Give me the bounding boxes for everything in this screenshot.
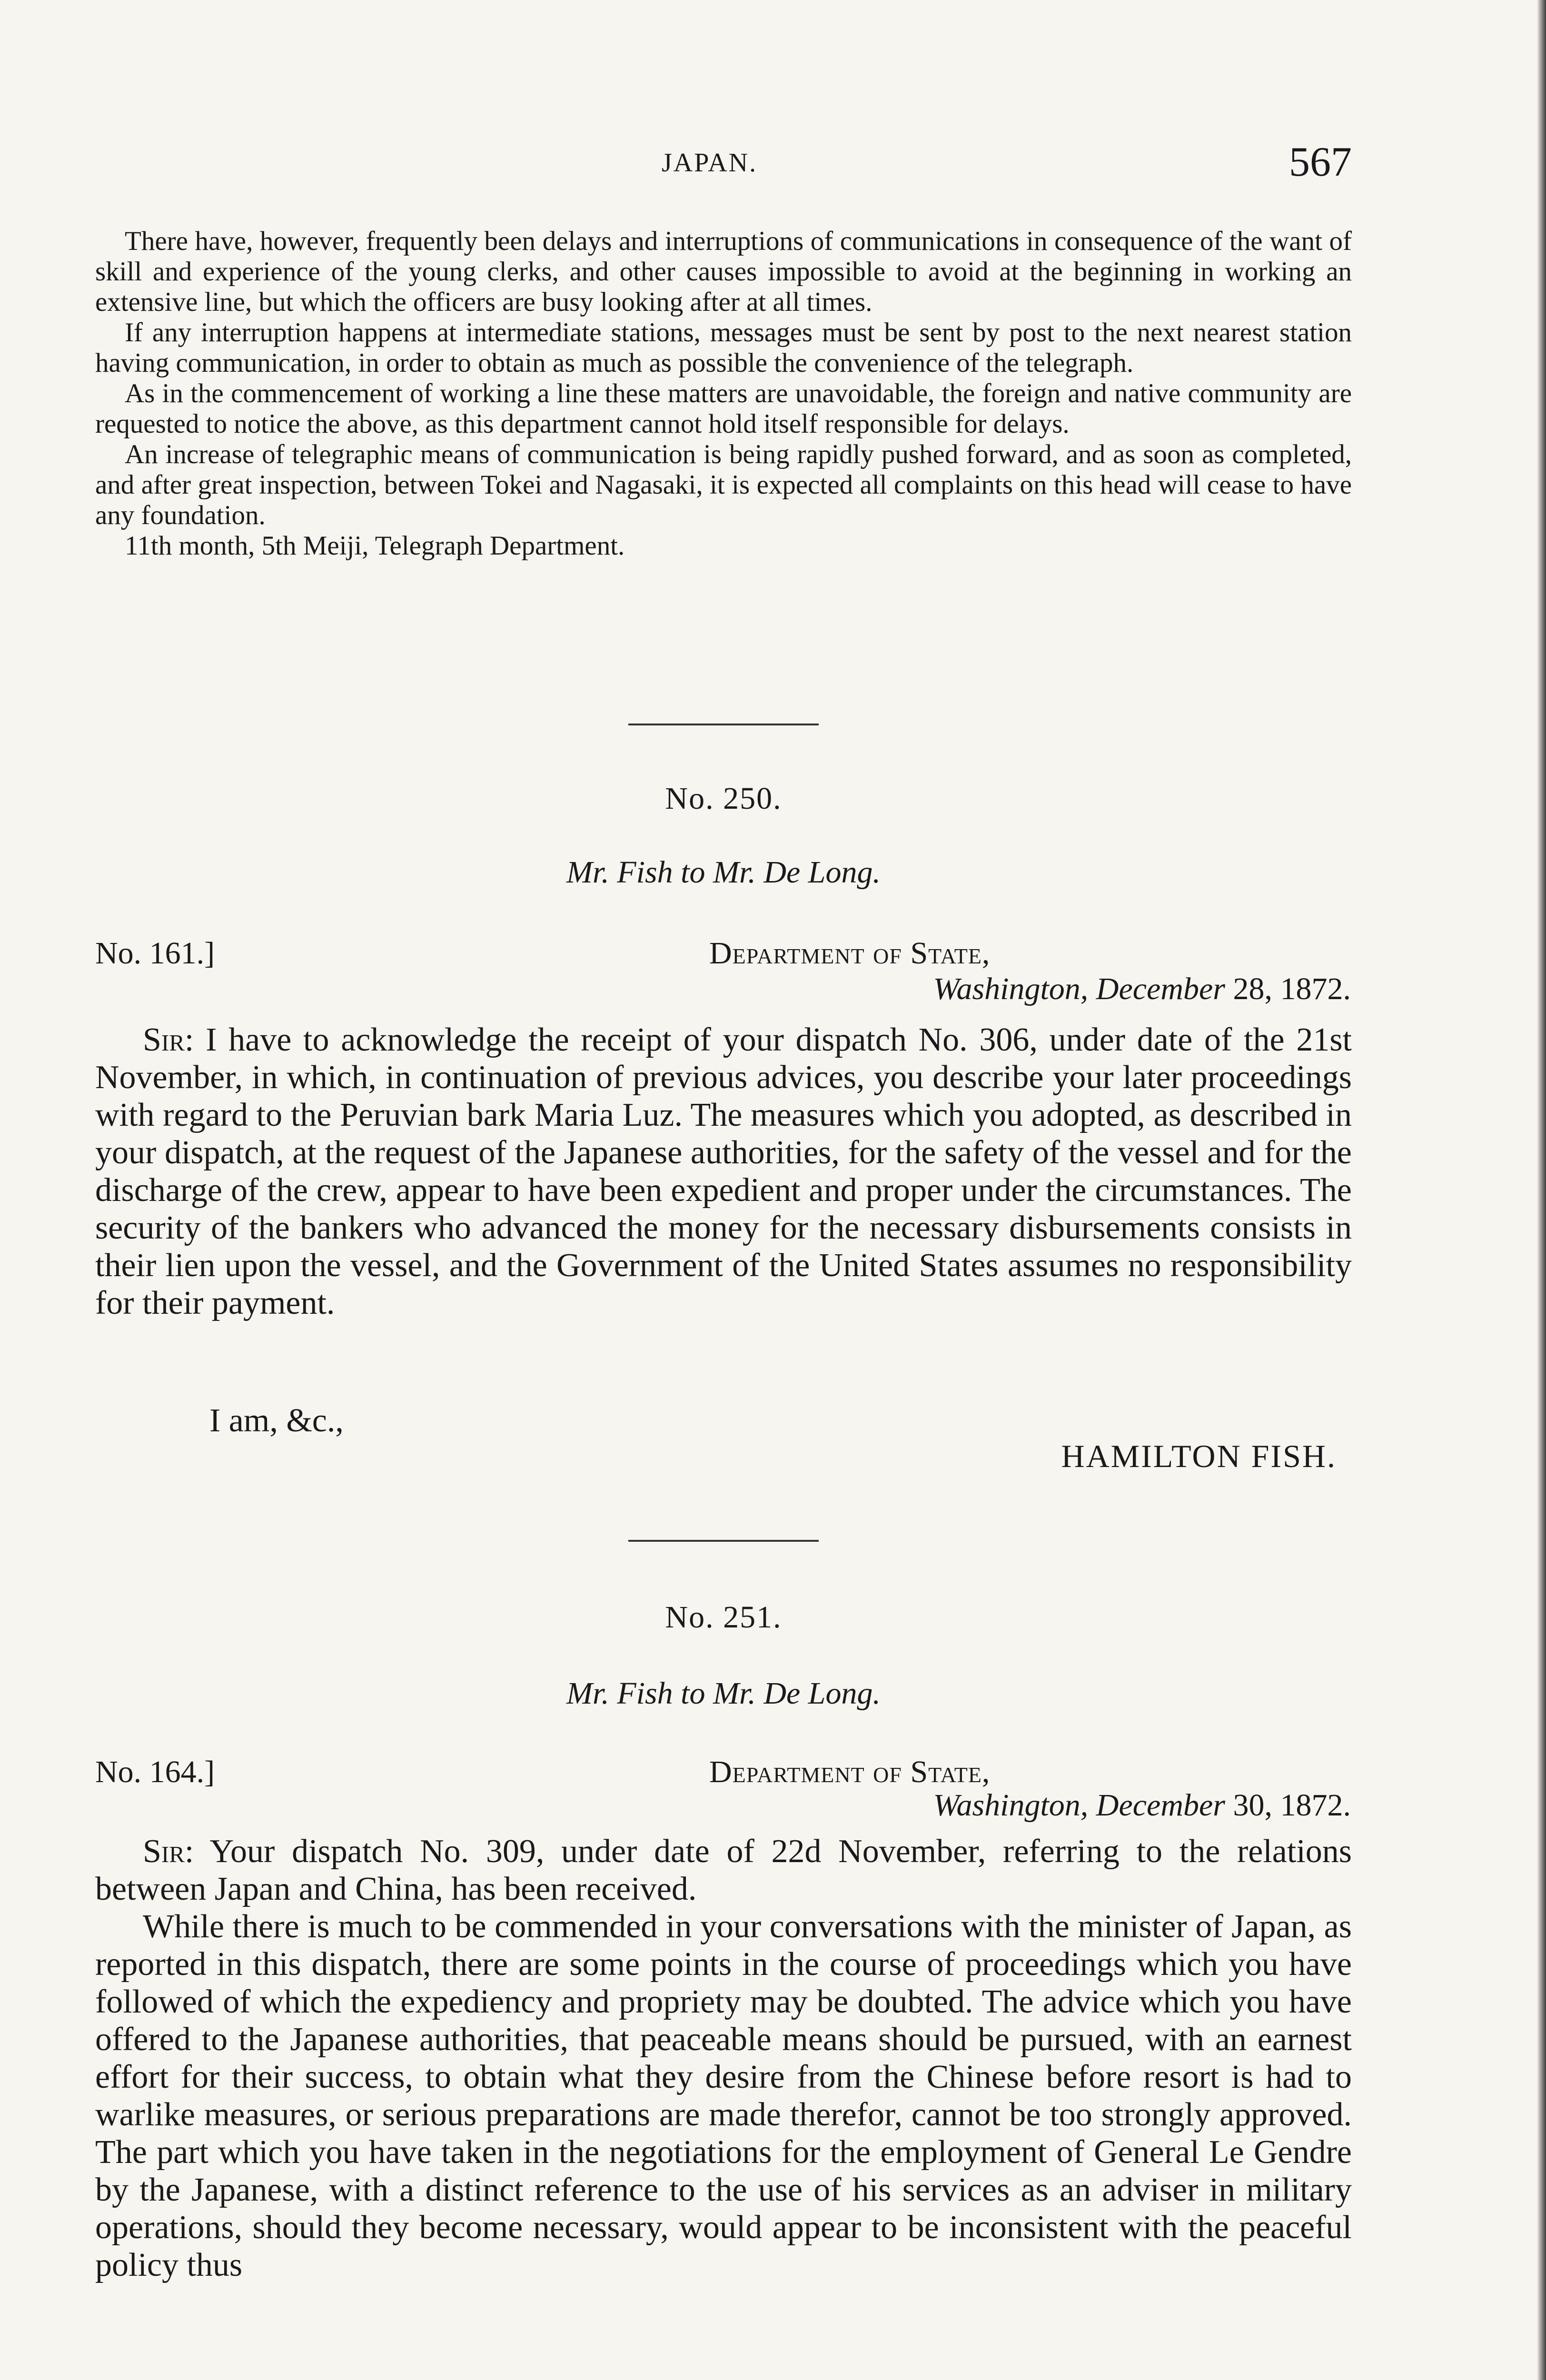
department-line: Department of State, [709,936,991,971]
dateline [933,971,1351,1007]
section-divider [628,1540,819,1542]
section-divider [628,724,819,725]
dispatch-number: No. 161.] [95,936,215,971]
dateline-date: 30, 1872. [1233,1788,1351,1823]
dateline-place: Washington, December [933,1788,1225,1823]
page-header [95,138,1352,195]
document-number: No. 250. [665,781,782,816]
letter-paragraph [95,1021,1352,1322]
closing: I am, &c., [209,1402,344,1439]
dateline [933,1787,1351,1824]
page-edge-shadow [1537,0,1546,2380]
letter-paragraph: While there is much to be commended in your conversations with the minister of Japan, as reported in this dispatch, there are some points in the course of proceedings which you have followed of which the expediency and propriety may be doubted. The advice which you have offered to the Japanese authorities, that peaceable means should be pursued, with an earnest effort for their success, to obtain what they desire from the Chinese before resort is had to warlike measures, or serious preparations are made therefor, cannot be too strongly approved. The part which you have taken in the negotiations for the employment of General Le Gendre by the Japanese, with a distinct reference to the use of his services as an adviser in military operations, should they become necessary, would appear to be inconsistent with the peaceful policy thus [95,1908,1352,2283]
salutation: Sir: [143,1021,194,1058]
dateline-date: 28, 1872. [1233,972,1351,1006]
page-number: 567 [1289,139,1352,185]
intro-paragraph: If any interruption happens at intermediate stations, messages must be sent by post to the next nearest station having communication, in order to obtain as much as possible the convenience of the telegraph. [95,317,1352,378]
dateline-place: Washington, December [933,972,1225,1006]
letter-body [95,1833,1352,2284]
document-title: Mr. Fish to Mr. De Long. [566,855,881,890]
intro-paragraph: An increase of telegraphic means of communication is being rapidly pushed forward, and as soon as completed, and after great inspection, between Tokei and Nagasaki, it is expected all complaints on this head will cease to have any foundation. [95,439,1352,530]
letter-paragraph [95,1833,1352,1908]
paragraph-text: Your dispatch No. 309, under date of 22d November, referring to the relations between Japan and China, has been received. [95,1833,1352,1907]
document-number: No. 251. [665,1600,782,1635]
dispatch-number: No. 164.] [95,1755,215,1789]
running-head: JAPAN. [662,148,758,178]
intro-paragraph: There have, however, frequently been delays and interruptions of communications in consequence of the want of skill and experience of the young clerks, and other causes impossible to avoid at the beginning in working an extensive line, but which the officers are busy looking after at all times. [95,226,1352,317]
intro-paragraph: 11th month, 5th Meiji, Telegraph Department. [125,531,625,561]
intro-paragraph: As in the commencement of working a line these matters are unavoidable, the foreign and native community are requested to notice the above, as this department cannot hold itself responsible for delays. [95,378,1352,439]
paragraph-text: I have to acknowledge the receipt of your dispatch No. 306, under date of the 21st November, in which, in continuation of previous advices, you describe your later proceedings with regard to the Peruvian bark Maria Luz. The measures which you adopted, as described in your dispatch, at the request of the Japanese authorities, for the safety of the vessel and for the discharge of the crew, appear to have been expedient and proper under the circumstances. The security of the bankers who advanced the money for the necessary disbursements consists in their lien upon the vessel, and the Government of the United States assumes no responsibility for their payment. [95,1021,1352,1321]
document-title: Mr. Fish to Mr. De Long. [566,1676,881,1711]
department-line: Department of State, [709,1755,991,1789]
signature: HAMILTON FISH. [1061,1438,1337,1474]
letter-body [95,1021,1352,1322]
salutation: Sir: [143,1833,194,1870]
telegraph-notice [95,226,1352,561]
